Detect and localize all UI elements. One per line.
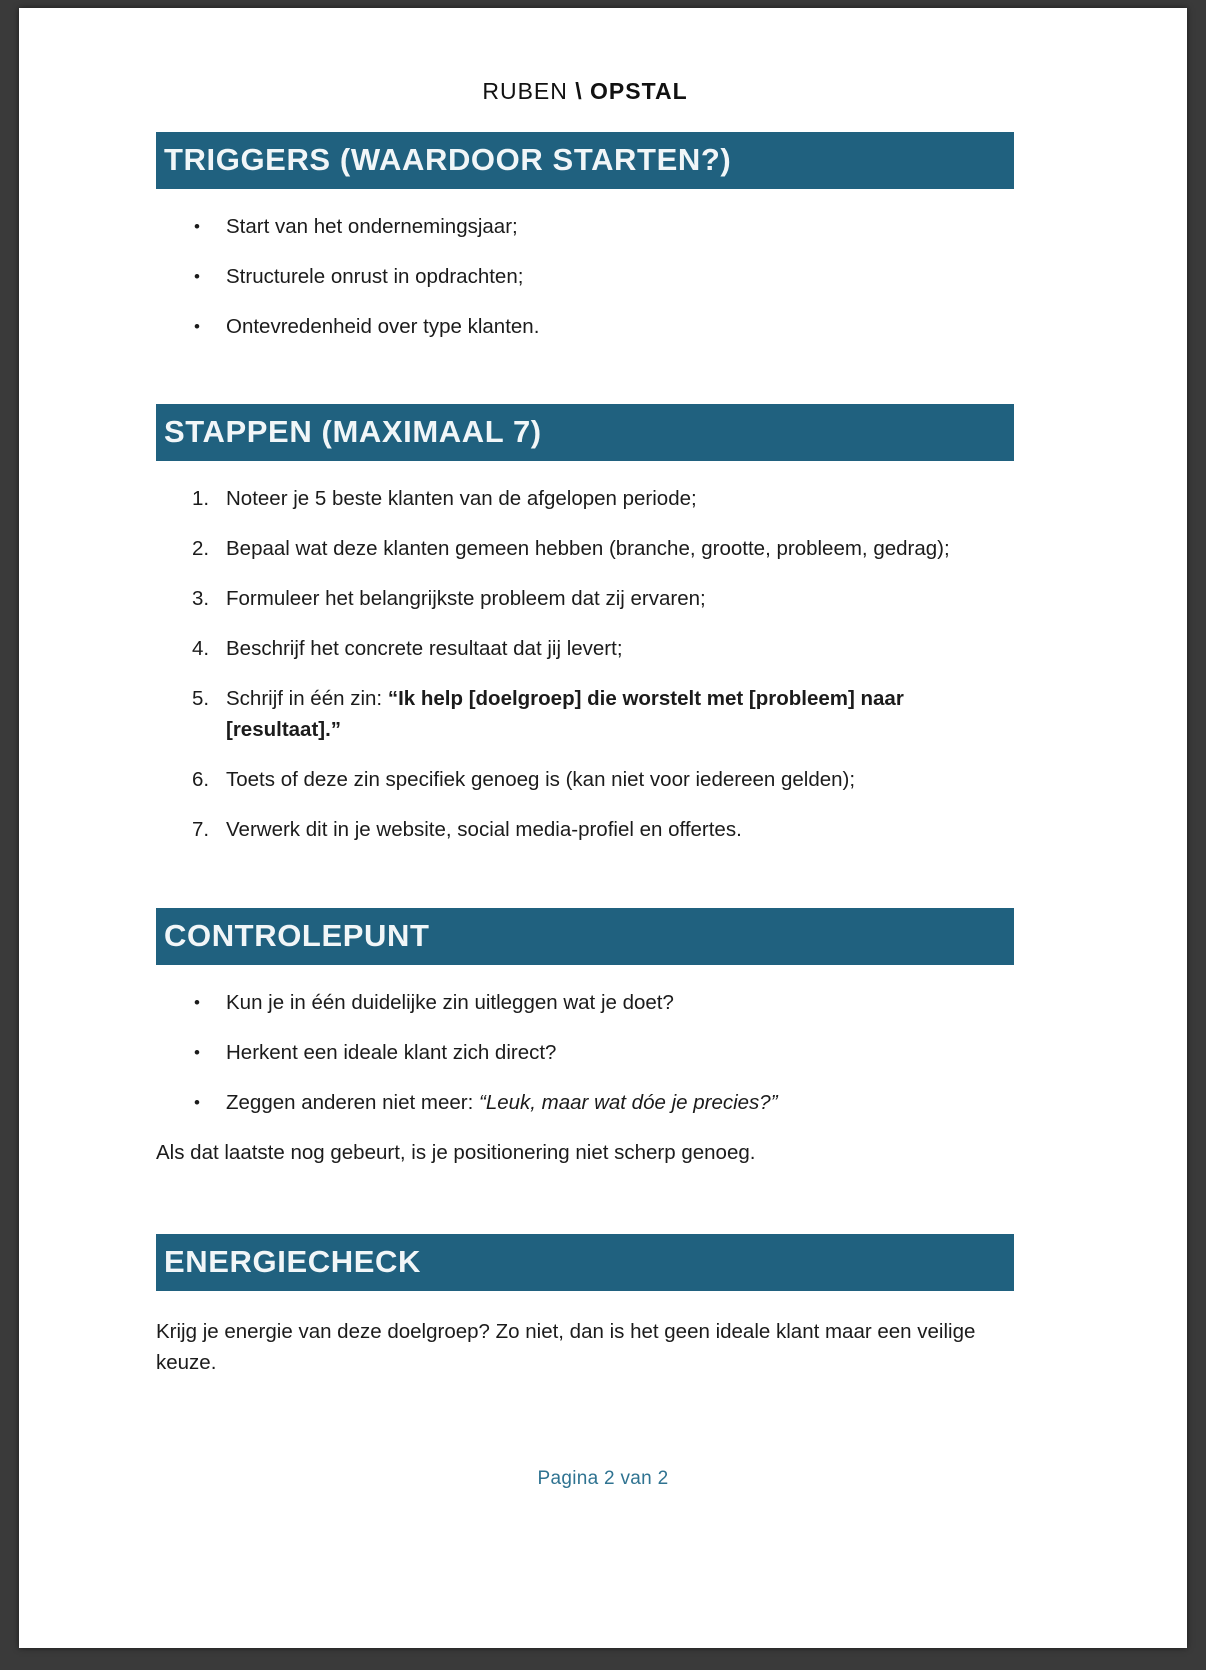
list-item-text: [226, 683, 1014, 745]
triggers-bullet-list: [156, 189, 1014, 342]
brand-header: [156, 8, 1014, 105]
list-number: 3.: [192, 587, 210, 610]
list-item-text: Formuleer het belangrijkste probleem dat zij ervaren;: [226, 587, 706, 610]
list-item-text-italic: “Leuk, maar wat dóe je precies?”: [479, 1091, 778, 1114]
brand-name-bold: \ OPSTAL: [575, 78, 688, 104]
list-number: 7.: [192, 818, 210, 841]
list-number: 2.: [192, 537, 210, 560]
list-item-text: Verwerk dit in je website, social media-profiel en offertes.: [226, 818, 742, 841]
list-item: [156, 211, 1014, 242]
list-number: 5.: [192, 687, 210, 710]
section-heading-triggers: TRIGGERS (WAARDOOR STARTEN?): [156, 132, 1014, 189]
bullet-icon: •: [194, 217, 200, 236]
list-item: [156, 261, 1014, 292]
list-item-text: Noteer je 5 beste klanten van de afgelopen periode;: [226, 487, 697, 510]
list-item-text: Structurele onrust in opdrachten;: [226, 265, 524, 288]
list-item-text-plain: Schrijf in één zin:: [226, 687, 388, 710]
section-heading-stappen: STAPPEN (MAXIMAAL 7): [156, 404, 1014, 461]
bullet-icon: •: [194, 1043, 200, 1062]
list-item-text: Bepaal wat deze klanten gemeen hebben (branche, grootte, probleem, gedrag);: [226, 537, 950, 560]
energiecheck-paragraph: Krijg je energie van deze doelgroep? Zo niet, dan is het geen ideale klant maar een veilige keuze.: [156, 1320, 976, 1374]
page-footer: Pagina 2 van 2: [537, 1468, 669, 1489]
controlepunt-paragraph: Als dat laatste nog gebeurt, is je positionering niet scherp genoeg.: [156, 1141, 756, 1164]
list-item: [156, 987, 1014, 1018]
list-item-text-plain: Zeggen anderen niet meer:: [226, 1091, 479, 1114]
brand-name-light: RUBEN: [482, 78, 576, 104]
bullet-icon: •: [194, 317, 200, 336]
stappen-numbered-list: [156, 461, 1014, 845]
section-heading-controlepunt: CONTROLEPUNT: [156, 908, 1014, 965]
document-page: [19, 8, 1187, 1648]
list-item: [156, 533, 1014, 564]
list-item: [156, 633, 1014, 664]
section-heading-energiecheck: ENERGIECHECK: [156, 1234, 1014, 1291]
list-item: [156, 764, 1014, 795]
list-item-text: Start van het ondernemingsjaar;: [226, 215, 518, 238]
list-item: [156, 1087, 1014, 1118]
list-item-text: Kun je in één duidelijke zin uitleggen wat je doet?: [226, 991, 674, 1014]
list-item: [156, 683, 1014, 745]
list-item-text-bold: “Ik help [doelgroep] die worstelt met [probleem] naar [resultaat].”: [226, 687, 904, 741]
list-item-text: Toets of deze zin specifiek genoeg is (kan niet voor iedereen gelden);: [226, 768, 856, 791]
list-number: 1.: [192, 487, 210, 510]
list-item: [156, 483, 1014, 514]
list-item: [156, 311, 1014, 342]
page-content: [156, 8, 1014, 1378]
bullet-icon: •: [194, 1093, 200, 1112]
list-number: 4.: [192, 637, 210, 660]
bullet-icon: •: [194, 993, 200, 1012]
list-item: [156, 1037, 1014, 1068]
list-item-text: Herkent een ideale klant zich direct?: [226, 1041, 557, 1064]
bullet-icon: •: [194, 267, 200, 286]
controlepunt-bullet-list: [156, 965, 1014, 1118]
list-item: [156, 583, 1014, 614]
list-number: 6.: [192, 768, 210, 791]
list-item-text: [226, 1087, 1014, 1118]
list-item-text: Beschrijf het concrete resultaat dat jij levert;: [226, 637, 623, 660]
list-item: [156, 814, 1014, 845]
list-item-text: Ontevredenheid over type klanten.: [226, 315, 540, 338]
